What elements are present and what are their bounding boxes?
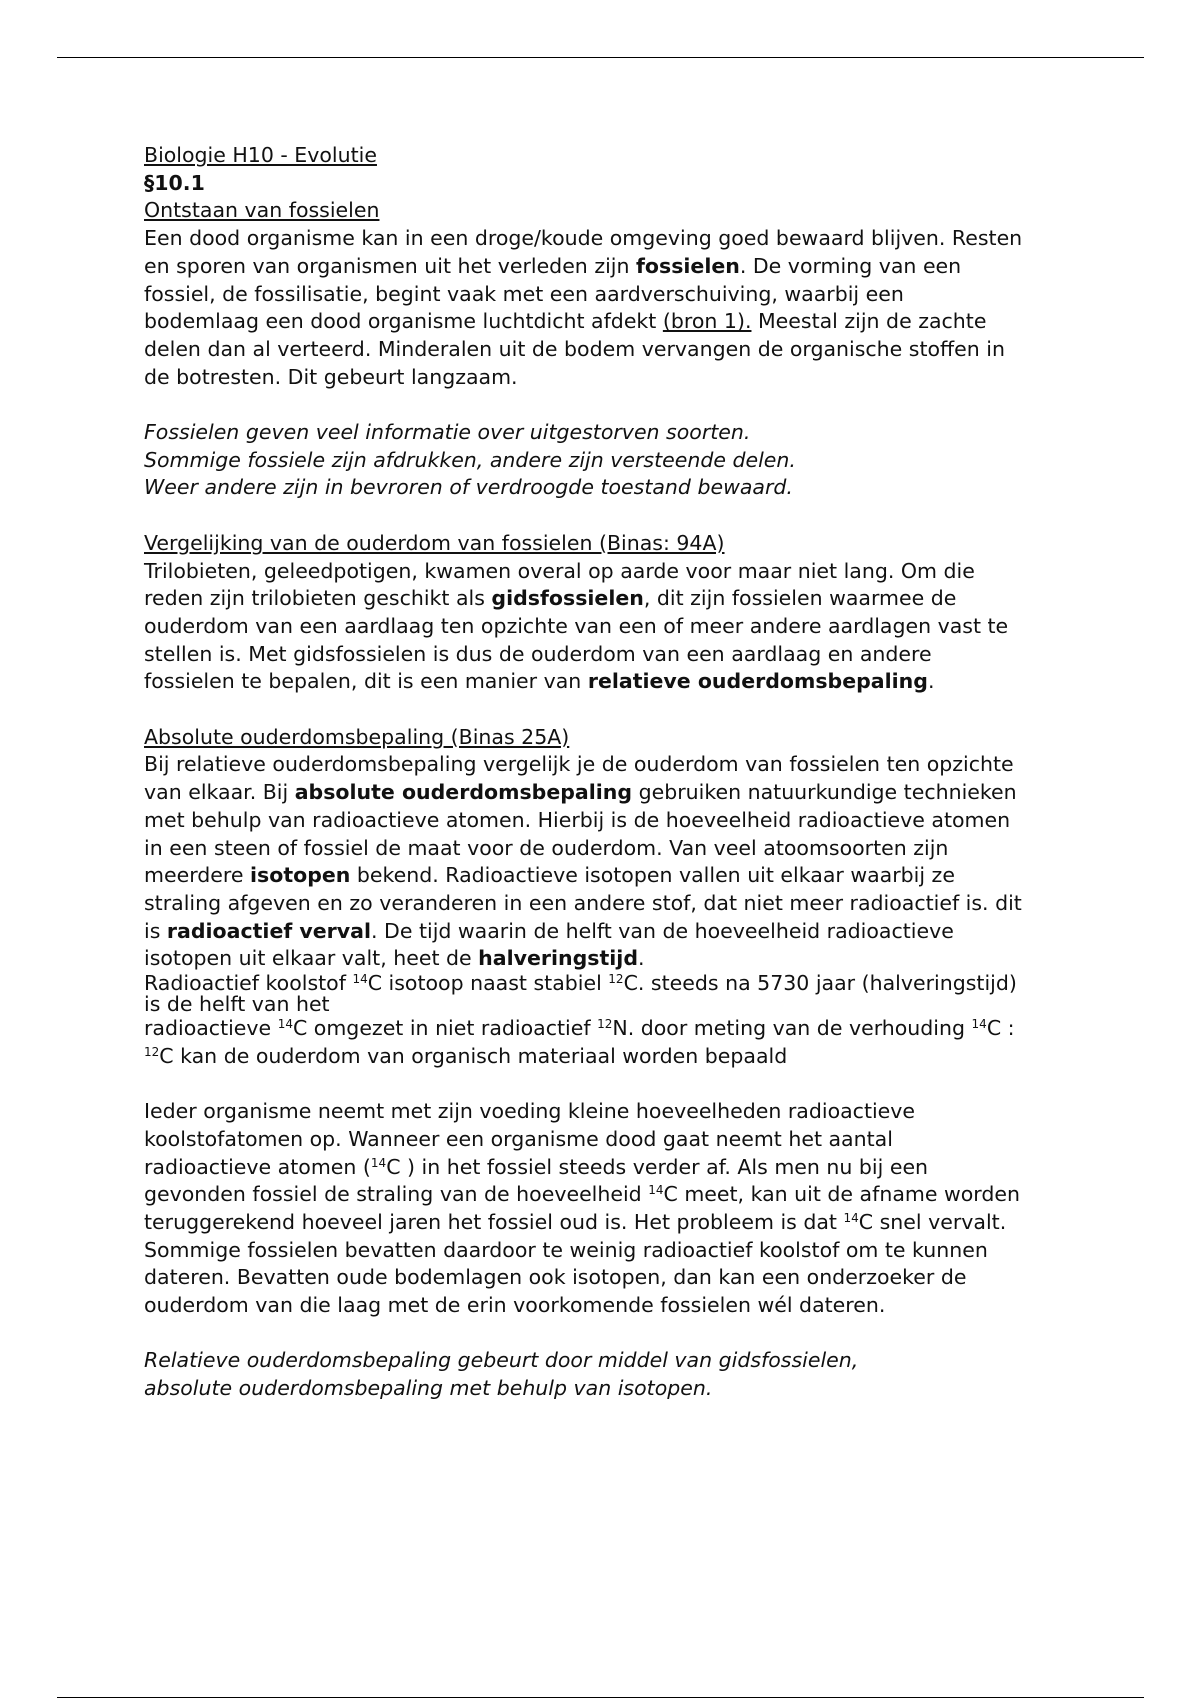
term-radioactief-verval: radioactief verval	[166, 918, 372, 943]
heading-absolute: Absolute ouderdomsbepaling (Binas 25A)	[144, 724, 570, 749]
term-halveringstijd: halveringstijd	[478, 946, 638, 971]
paragraph-absolute: Bij relatieve ouderdomsbepaling vergelijk je de ouderdom van fossielen ten opzichte van elkaar. Bij absolute ouderdomsbepaling gebruiken natuurkundige technieken met behulp van radioactieve atomen. Hierbij is de hoeveelheid radioactieve atomen in een steen of fossiel de maat voor de ouderdom. Van veel atoomsoorten zijn meerdere isotopen bekend. Radioactieve isotopen vallen uit elkaar waarbij ze straling afgeven en zo veranderen in een andere stof, dat niet meer radioactief is. dit is radioactief verval. De tijd waarin de helft van de hoeveelheid radioactieve isotopen uit elkaar valt, heet de halveringstijd.	[144, 752, 1022, 971]
paragraph-koolstof: Radioactief koolstof $^{14}$C isotoop naast stabiel $^{12}$C. steeds na 5730 jaar (halveringstijd) is de helft van het	[144, 971, 1017, 1017]
document-title: Biologie H10 - Evolutie	[144, 143, 377, 167]
paragraph-vergelijking: Trilobieten, geleedpotigen, kwamen overal op aarde voor maar niet lang. Om die reden zijn trilobieten geschikt als gidsfossielen, dit zijn fossielen waarmee de ouderdom van een aardlaag ten opzichte van een of meer andere aardlagen vast te stellen is. Met gidsfossielen is dus de ouderdom van een aardlaag en andere fossielen te bepalen, dit is een manier van relatieve ouderdomsbepaling.	[144, 558, 1009, 694]
italic-note-line: Fossielen geven veel informatie over uitgestorven soorten.	[144, 420, 751, 445]
document-page	[144, 142, 1024, 1403]
source-reference: (bron 1).	[662, 309, 752, 334]
italic-note-line: Sommige fossiele zijn afdrukken, andere zijn versteende delen.	[144, 447, 796, 472]
section-number: §10.1	[144, 170, 205, 195]
heading-vergelijking: Vergelijking van de ouderdom van fossielen (Binas: 94A)	[144, 530, 725, 555]
term-isotopen: isotopen	[250, 863, 351, 888]
header-rule	[57, 57, 1144, 58]
heading-ontstaan: Ontstaan van fossielen	[144, 198, 380, 223]
paragraph-verhouding: radioactieve $^{14}$C omgezet in niet radioactief $^{12}$N. door meting van de verhouding $^{14}$C : $^{12}$C kan de ouderdom van organisch materiaal worden bepaald	[144, 1016, 1015, 1068]
term-fossielen: fossielen	[635, 253, 740, 278]
paragraph-ontstaan: Een dood organisme kan in een droge/koude omgeving goed bewaard blijven. Resten en sporen van organismen uit het verleden zijn fossielen. De vorming van een fossiel, de fossilisatie, begint vaak met een aardverschuiving, waarbij een bodemlaag een dood organisme luchtdicht afdekt (bron 1). Meestal zijn de zachte delen dan al verteerd. Minderalen uit de bodem vervangen de organische stoffen in de botresten. Dit gebeurt langzaam.	[144, 226, 1023, 389]
term-relatieve-ouderdomsbepaling: relatieve ouderdomsbepaling	[587, 669, 928, 694]
term-absolute-ouderdomsbepaling: absolute ouderdomsbepaling	[294, 780, 633, 805]
paragraph-koolstofatomen: Ieder organisme neemt met zijn voeding kleine hoeveelheden radioactieve koolstofatomen op. Wanneer een organisme dood gaat neemt het aantal radioactieve atomen ($^{14}$C ) in het fossiel steeds verder af. Als men nu bij een gevonden fossiel de straling van de hoeveelheid $^{14}$C meet, kan uit de afname worden teruggerekend hoeveel jaren het fossiel oud is. Het probleem is dat $^{14}$C snel vervalt. Sommige fossielen bevatten daardoor te weinig radioactief koolstof om te kunnen dateren. Bevatten oude bodemlagen ook isotopen, dan kan een onderzoeker de ouderdom van die laag met de erin voorkomende fossielen wél dateren.	[144, 1099, 1020, 1318]
footer-rule	[57, 1697, 1144, 1698]
italic-summary-line: absolute ouderdomsbepaling met behulp van isotopen.	[144, 1376, 713, 1401]
italic-note-line: Weer andere zijn in bevroren of verdroogde toestand bewaard.	[144, 475, 793, 500]
italic-summary-line: Relatieve ouderdomsbepaling gebeurt door middel van gidsfossielen,	[144, 1348, 859, 1373]
term-gidsfossielen: gidsfossielen	[491, 586, 644, 611]
